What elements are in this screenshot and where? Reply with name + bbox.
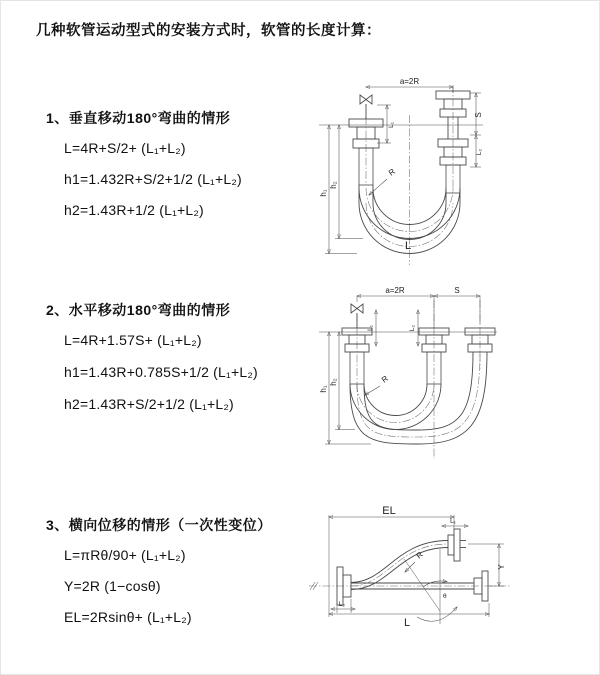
dim-label-s: S (474, 112, 483, 118)
dim-label-l1: L₁ (388, 122, 395, 128)
section-1-formula-h2: h2=1.43R+1/2 (L₁+L₂) (64, 202, 204, 218)
dim-label-h2: h₂ (329, 181, 338, 189)
valve-symbol (360, 95, 372, 119)
dimension-l1 (442, 518, 468, 526)
angle-construction (404, 559, 457, 621)
radius-callout (405, 550, 425, 572)
radius-callout (365, 374, 390, 395)
section-2-formula-h2: h2=1.43R+S/2+1/2 (L₁+L₂) (64, 396, 234, 412)
hose-u-bend-arcs (350, 352, 487, 444)
dim-label-r: R (379, 373, 390, 385)
dimension-h2 (329, 125, 363, 239)
section-3-heading: 3、横向位移的情形（一次性变位） (46, 517, 272, 533)
dim-label-l2: L₂ (338, 601, 346, 608)
dim-label-theta: θ (443, 593, 447, 600)
dimension-l (329, 603, 489, 629)
diagram-vertical-180-bend (311, 73, 600, 268)
dim-label-r: R (386, 166, 397, 178)
dim-label-s: S (454, 286, 460, 295)
dim-label-a2r: a=2R (385, 286, 405, 295)
dimension-a-2r (357, 286, 434, 328)
diagram-horizontal-180-bend (311, 284, 600, 466)
dimension-s (434, 286, 480, 324)
dim-label-l2: L₂ (476, 148, 483, 156)
centerlines (309, 549, 511, 624)
centerlines (319, 300, 497, 459)
section-3-formula-L: L=πRθ/90+ (L₁+L₂) (64, 547, 186, 563)
dim-label-h2: h₂ (329, 378, 338, 386)
dim-label-h1: h₁ (319, 189, 328, 197)
section-1-heading: 1、垂直移动180°弯曲的情形 (46, 110, 231, 126)
section-1-formula-L: L=4R+S/2+ (L₁+L₂) (64, 140, 186, 156)
dim-label-l: L (405, 240, 412, 252)
dim-label-a2r: a=2R (399, 77, 420, 86)
dimension-el (329, 505, 454, 617)
dimension-h1 (319, 125, 357, 254)
section-2-formula-h1: h1=1.43R+0.785S+1/2 (L₁+L₂) (64, 364, 258, 380)
dimension-l2 (476, 135, 483, 167)
dimension-h2 (329, 332, 355, 430)
dimension-l2 (331, 599, 355, 613)
section-2-formula-L: L=4R+1.57S+ (L₁+L₂) (64, 332, 202, 348)
dim-label-el: EL (382, 505, 396, 517)
section-3-formula-EL: EL=2Rsinθ+ (L₁+L₂) (64, 609, 192, 625)
page-title: 几种软管运动型式的安装方式时，软管的长度计算： (36, 23, 381, 39)
dimension-l2 (409, 310, 418, 346)
dim-label-r: R (414, 549, 425, 561)
dimension-l1 (367, 310, 376, 346)
section-3-formula-Y: Y=2R (1−cosθ) (64, 578, 161, 594)
dim-label-h1: h₁ (319, 385, 328, 393)
dimension-l1 (377, 105, 395, 143)
dim-label-l1: L₁ (367, 325, 374, 331)
valve-symbol (351, 304, 363, 328)
dim-label-l1: L₁ (450, 518, 456, 525)
section-1-formula-h1: h1=1.432R+S/2+1/2 (L₁+L₂) (64, 171, 242, 187)
dim-label-l: L (404, 617, 411, 629)
diagram-lateral-displacement (301, 499, 600, 647)
section-2-heading: 2、水平移动180°弯曲的情形 (46, 302, 231, 318)
dim-label-l2: L₂ (409, 324, 416, 332)
dim-label-y: Y (497, 564, 506, 570)
top-right-flange (448, 529, 466, 561)
